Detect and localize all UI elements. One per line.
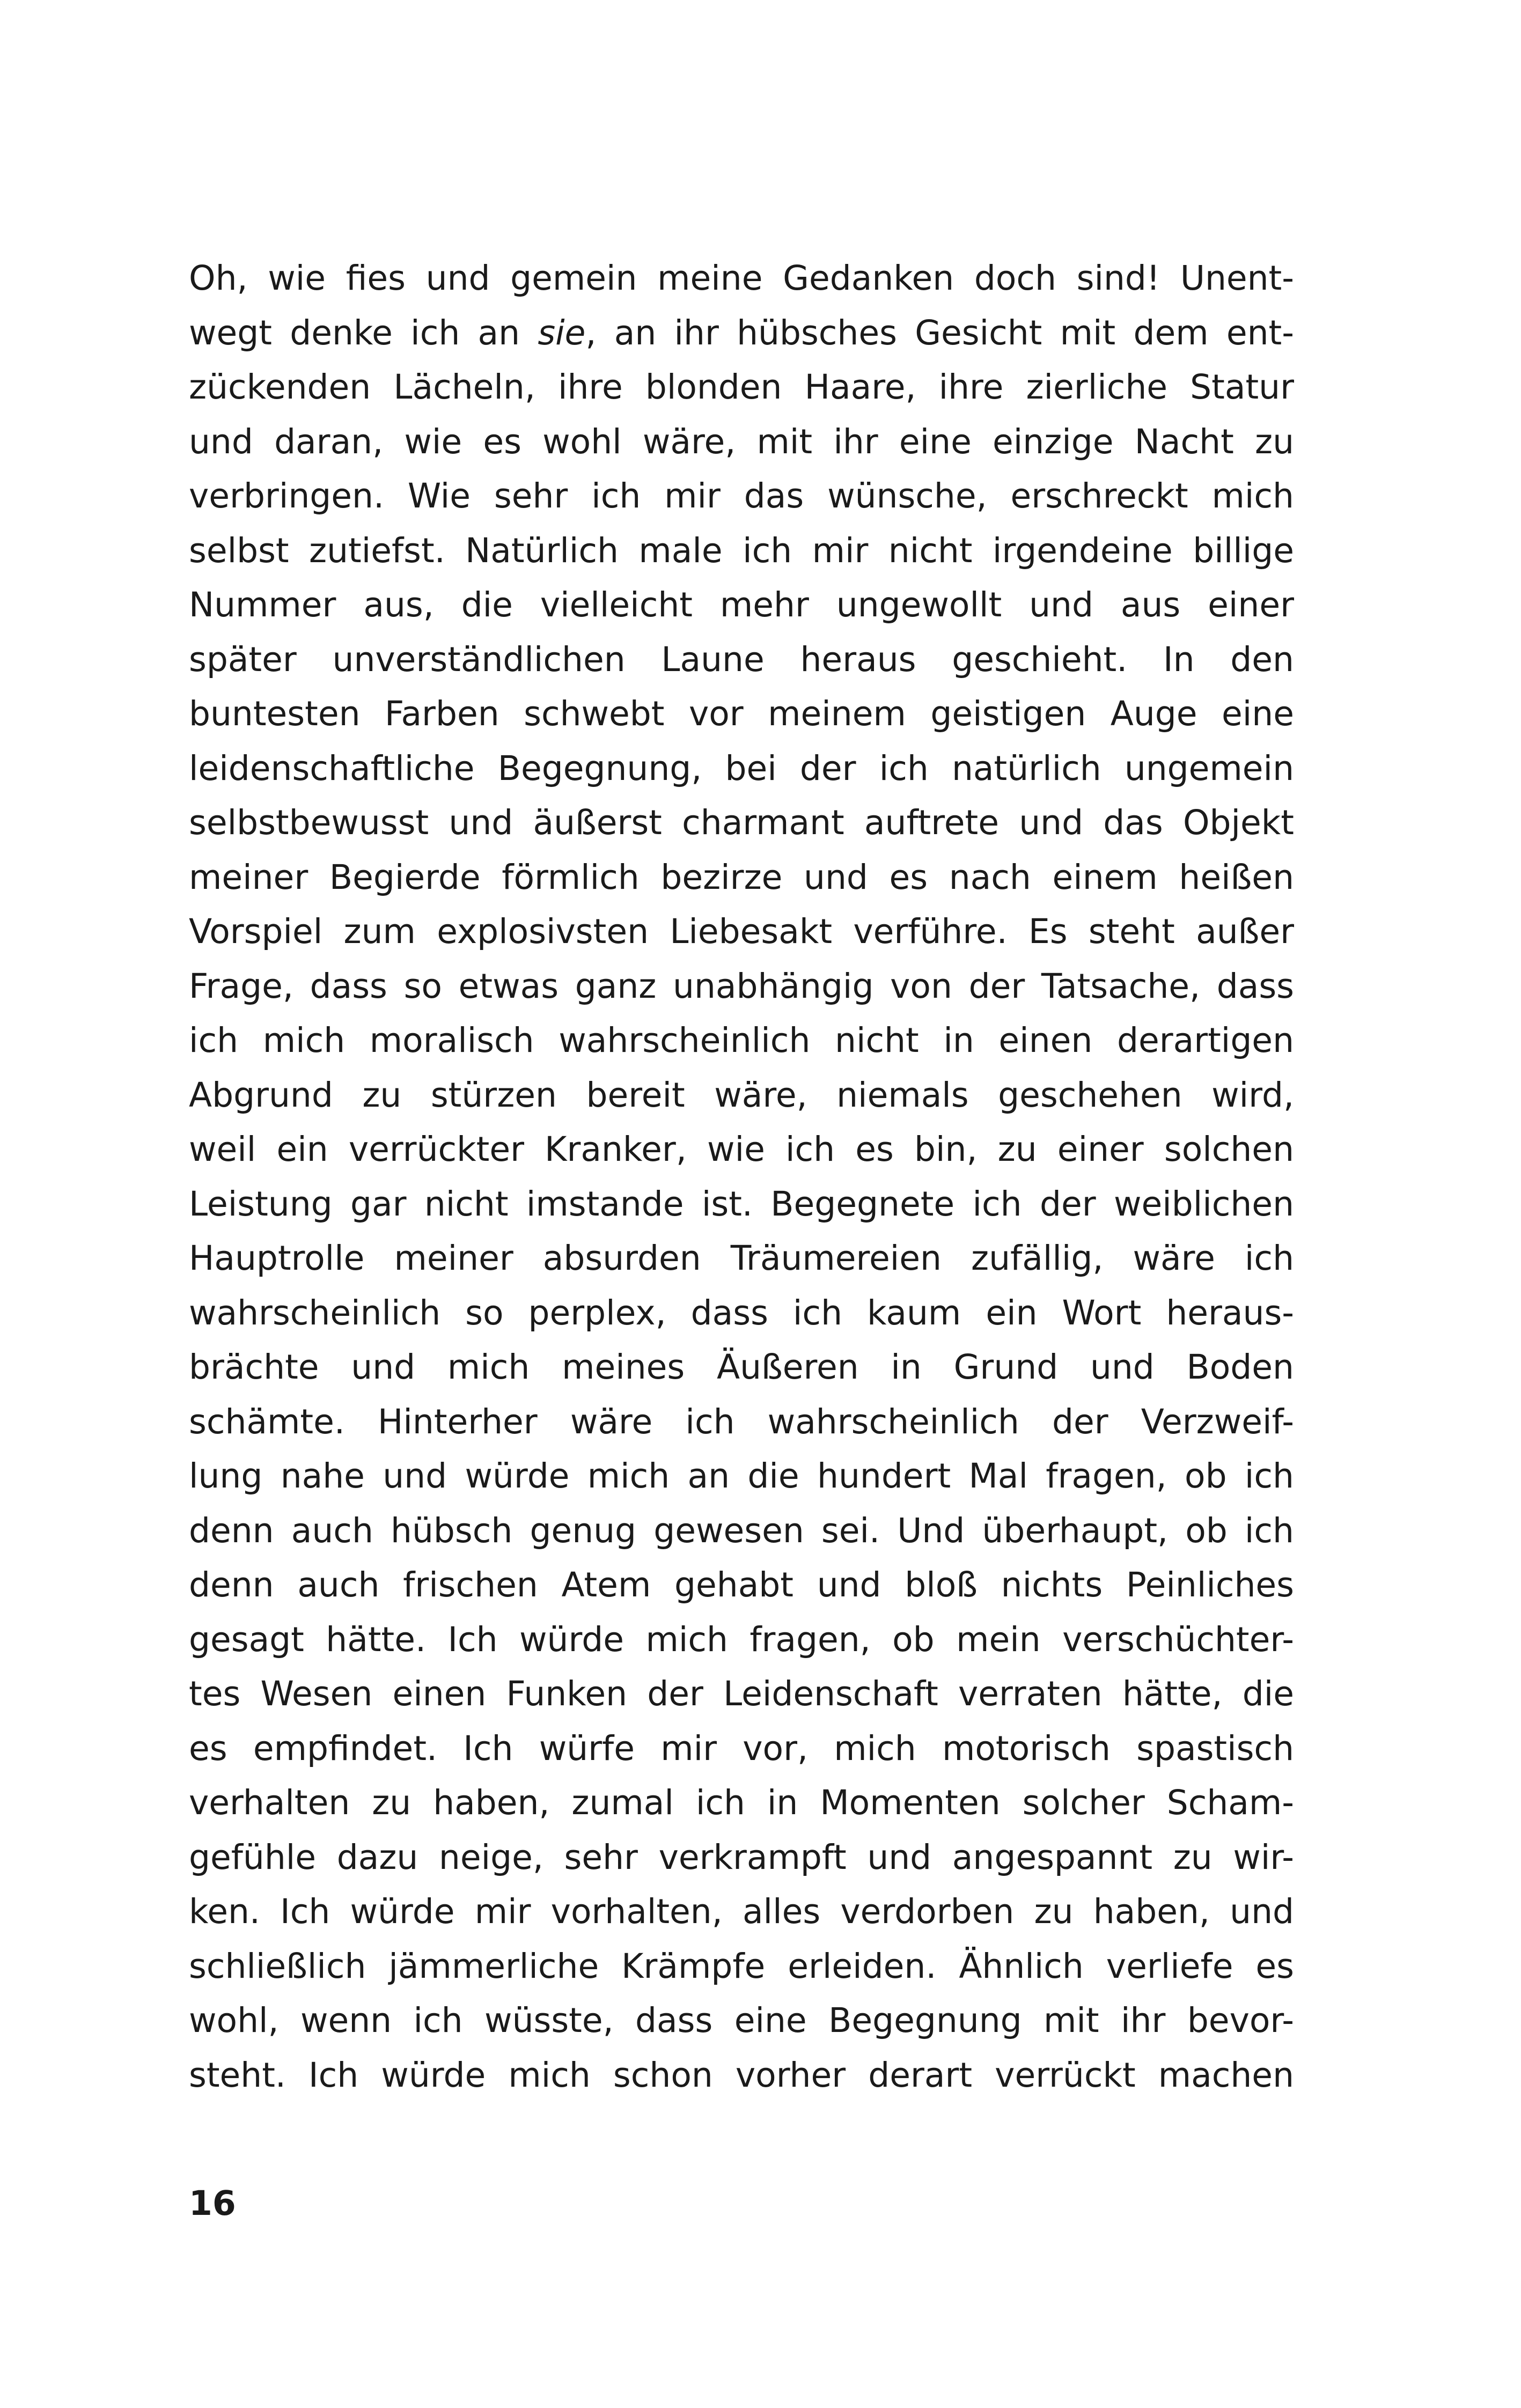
text-line: gefühle dazu neige, sehr verkrampft und angespannt zu wir- xyxy=(189,1837,1294,1877)
text-line: Oh, wie fies und gemein meine Gedanken doch sind! Unent- xyxy=(189,259,1294,298)
text-line: buntesten Farben schwebt vor meinem geistigen Auge eine xyxy=(189,694,1294,733)
text-line: Abgrund zu stürzen bereit wäre, niemals geschehen wird, xyxy=(189,1075,1294,1115)
text-line: wohl, wenn ich wüsste, dass eine Begegnung mit ihr bevor- xyxy=(189,2001,1294,2040)
text-line: gesagt hätte. Ich würde mich fragen, ob mein verschüchter- xyxy=(189,1619,1294,1659)
text-line: selbst zutiefst. Natürlich male ich mir nicht irgendeine billige xyxy=(189,531,1294,570)
text-line: verhalten zu haben, zumal ich in Momenten solcher Scham- xyxy=(189,1783,1294,1822)
text-line: schließlich jämmerliche Krämpfe erleiden. Ähnlich verliefe es xyxy=(189,1946,1294,1986)
text-line: Leistung gar nicht imstande ist. Begegnete ich der weiblichen xyxy=(189,1184,1294,1224)
text-line: schämte. Hinterher wäre ich wahrscheinlich der Verzweif- xyxy=(189,1402,1294,1441)
body-text xyxy=(189,251,1294,2102)
text-line: Hauptrolle meiner absurden Träumereien zufällig, wäre ich xyxy=(189,1239,1294,1278)
text-line: tes Wesen einen Funken der Leidenschaft verraten hätte, die xyxy=(189,1674,1294,1713)
text-line: Vorspiel zum explosivsten Liebesakt verführe. Es steht außer xyxy=(189,912,1294,951)
text-line: lung nahe und würde mich an die hundert Mal fragen, ob ich xyxy=(189,1456,1294,1496)
text-line: selbstbewusst und äußerst charmant auftrete und das Objekt xyxy=(189,803,1294,842)
text-line: ich mich moralisch wahrscheinlich nicht in einen derartigen xyxy=(189,1021,1294,1060)
text-line: Frage, dass so etwas ganz unabhängig von der Tatsache, dass xyxy=(189,966,1294,1006)
text-line: und daran, wie es wohl wäre, mit ihr eine einzige Nacht zu xyxy=(189,422,1294,461)
text-line: steht. Ich würde mich schon vorher derart verrückt machen xyxy=(189,2055,1294,2095)
text-line: denn auch hübsch genug gewesen sei. Und überhaupt, ob ich xyxy=(189,1511,1294,1550)
text-line: weil ein verrückter Kranker, wie ich es bin, zu einer solchen xyxy=(189,1130,1294,1169)
text-line: Nummer aus, die vielleicht mehr ungewollt und aus einer xyxy=(189,585,1294,624)
text-line: später unverständlichen Laune heraus geschieht. In den xyxy=(189,639,1294,679)
text-line: brächte und mich meines Äußeren in Grund und Boden xyxy=(189,1347,1294,1387)
text-line: es empfindet. Ich würfe mir vor, mich motorisch spastisch xyxy=(189,1728,1294,1768)
text-line: leidenschaftliche Begegnung, bei der ich natürlich ungemein xyxy=(189,748,1294,788)
text-line: denn auch frischen Atem gehabt und bloß nichts Peinliches xyxy=(189,1565,1294,1604)
text-line: wegt denke ich an sie, an ihr hübsches Gesicht mit dem ent- xyxy=(189,313,1294,352)
text-line: meiner Begierde förmlich bezirze und es nach einem heißen xyxy=(189,857,1294,897)
text-line: zückenden Lächeln, ihre blonden Haare, ihre zierliche Statur xyxy=(189,367,1294,407)
page-number: 16 xyxy=(189,2184,236,2223)
text-line: wahrscheinlich so perplex, dass ich kaum ein Wort heraus- xyxy=(189,1293,1294,1332)
text-line: ken. Ich würde mir vorhalten, alles verdorben zu haben, und xyxy=(189,1892,1294,1931)
text-line: verbringen. Wie sehr ich mir das wünsche, erschreckt mich xyxy=(189,476,1294,516)
